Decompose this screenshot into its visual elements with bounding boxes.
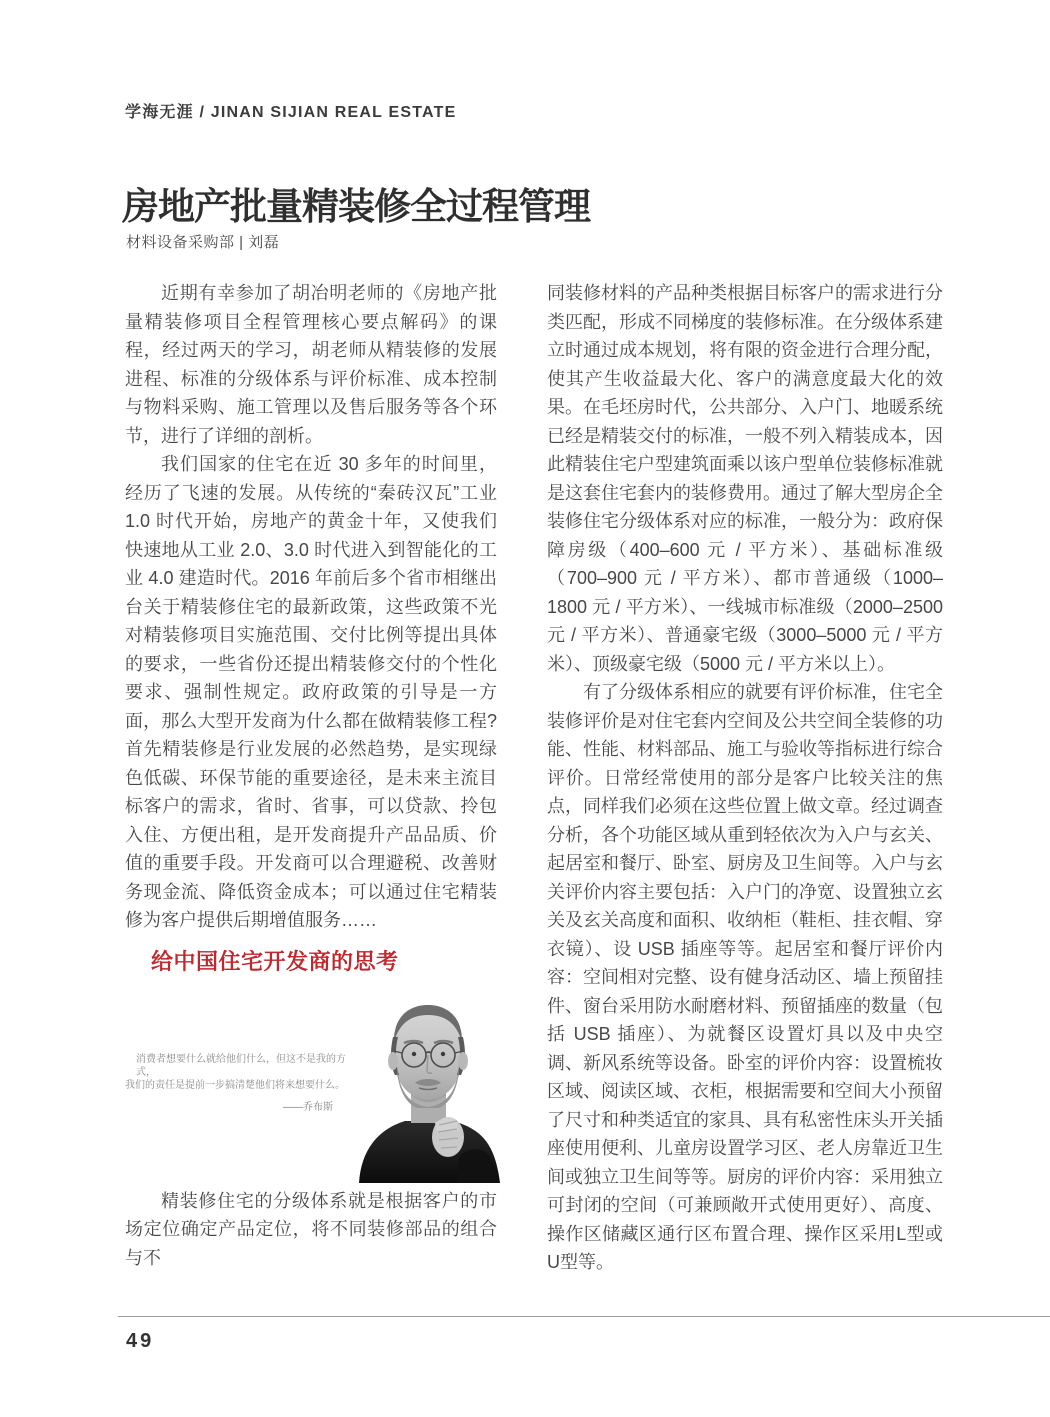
masthead-label: 学海无涯 / JINAN SIJIAN REAL ESTATE bbox=[125, 104, 457, 121]
article-body bbox=[125, 279, 943, 1277]
article-title: 房地产批量精装修全过程管理 bbox=[122, 187, 590, 228]
paragraph: 精装修住宅的分级体系就是根据客户的市场定位确定产品定位，将不同装修部品的组合与不 bbox=[125, 1190, 497, 1268]
left-column bbox=[125, 279, 497, 1277]
section-heading: 给中国住宅开发商的思考 bbox=[151, 948, 399, 974]
page-number: 49 bbox=[126, 1330, 155, 1352]
quote-line: 我们的责任是提前一步搞清楚他们将来想要什么。 bbox=[125, 1079, 345, 1091]
pull-quote bbox=[125, 1053, 347, 1114]
quote-line: 消费者想要什么就给他们什么，但这不是我的方式， bbox=[136, 1053, 346, 1078]
right-column bbox=[547, 279, 943, 1277]
quote-attribution: ——乔布斯 bbox=[283, 1101, 333, 1113]
paragraph: 我们国家的住宅在近 30 多年的时间里，经历了飞速的发展。从传统的“秦砖汉瓦”工业 1.0 时代开始，房地产的黄金十年，又使我们快速地从工业 2.0、3.0 时代进入到智能化的工业 4.0 建造时代。2016 年前后多个省市相继出台关于精装修住宅的最新政策，这些政策不光对精装修项目实施范围、交付比例等提出具体的要求，一些省份还提出精装修交付的个性化要求、强制性规定。政府政策的引导是一方面，那么大型开发商为什么都在做精装修工程? 首先精装修是行业发展的必然趋势，是实现绿色低碳、环保节能的重要途径，是未来主流目标客户的需求，省时、省事，可以贷款、拎包入住、方便出租，是开发商提升产品品质、价值的重要手段。开发商可以合理避税、改善财务现金流、降低资金成本；可以通过住宅精装修为客户提供后期增值服务…… bbox=[125, 454, 497, 930]
paragraph: 有了分级体系相应的就要有评价标准，住宅全装修评价是对住宅套内空间及公共空间全装修的功能、性能、材料部品、施工与验收等指标进行综合评价。日常经常使用的部分是客户比较关注的焦点，同样我们必须在这些位置上做文章。经过调查分析，各个功能区域从重到轻依次为入户与玄关、起居室和餐厅、卧室、厨房及卫生间等。入户与玄关评价内容主要包括：入户门的净宽、设置独立玄关及玄关高度和面积、收纳柜（鞋柜、挂衣帽、穿衣镜）、设 USB 插座等等。起居室和餐厅评价内容：空间相对完整、设有健身活动区、墙上预留挂件、窗台采用防水耐磨材料、预留插座的数量（包括 USB 插座）、为就餐区设置灯具以及中央空调、新风系统等设备。卧室的评价内容：设置梳妆区域、阅读区域、衣柜，根据需要和空间大小预留了尺寸和种类适宜的家具、具有私密性床头开关插座使用便利、儿童房设置学习区、老人房靠近卫生间或独立卫生间等等。厨房的评价内容：采用独立可封闭的空间（可兼顾敞开式使用更好）、高度、操作区储藏区通行区布置合理、操作区采用L型或U型等。 bbox=[547, 682, 943, 1272]
footer-divider bbox=[118, 1316, 1050, 1317]
paragraph: 近期有幸参加了胡冶明老师的《房地产批量精装修项目全程管理核心要点解码》的课程，经过两天的学习，胡老师从精装修的发展进程、标准的分级体系与评价标准、成本控制与物料采购、施工管理以及售后服务等各个环节，进行了详细的剖析。 bbox=[125, 283, 497, 446]
jobs-figure bbox=[125, 991, 497, 1187]
byline: 材料设备采购部 | 刘磊 bbox=[126, 234, 280, 251]
steve-jobs-portrait-photo bbox=[353, 991, 505, 1183]
paragraph: 同装修材料的产品种类根据目标客户的需求进行分类匹配，形成不同梯度的装修标准。在分级体系建立时通过成本规划，将有限的资金进行合理分配，使其产生收益最大化、客户的满意度最大化的效果。在毛坯房时代，公共部分、入户门、地暖系统已经是精装交付的标准，一般不列入精装成本，因此精装住宅户型建筑面乘以该户型单位装修标准就是这套住宅套内的装修费用。通过了解大型房企全装修住宅分级体系对应的标准，一般分为：政府保障房级（400–600 元 / 平方米）、基础标准级（700–900 元 / 平方米）、都市普通级（1000–1800 元 / 平方米）、一线城市标准级（2000–2500 元 / 平方米）、普通豪宅级（3000–5000 元 / 平方米）、顶级豪宅级（5000 元 / 平方米以上）。 bbox=[547, 283, 943, 674]
